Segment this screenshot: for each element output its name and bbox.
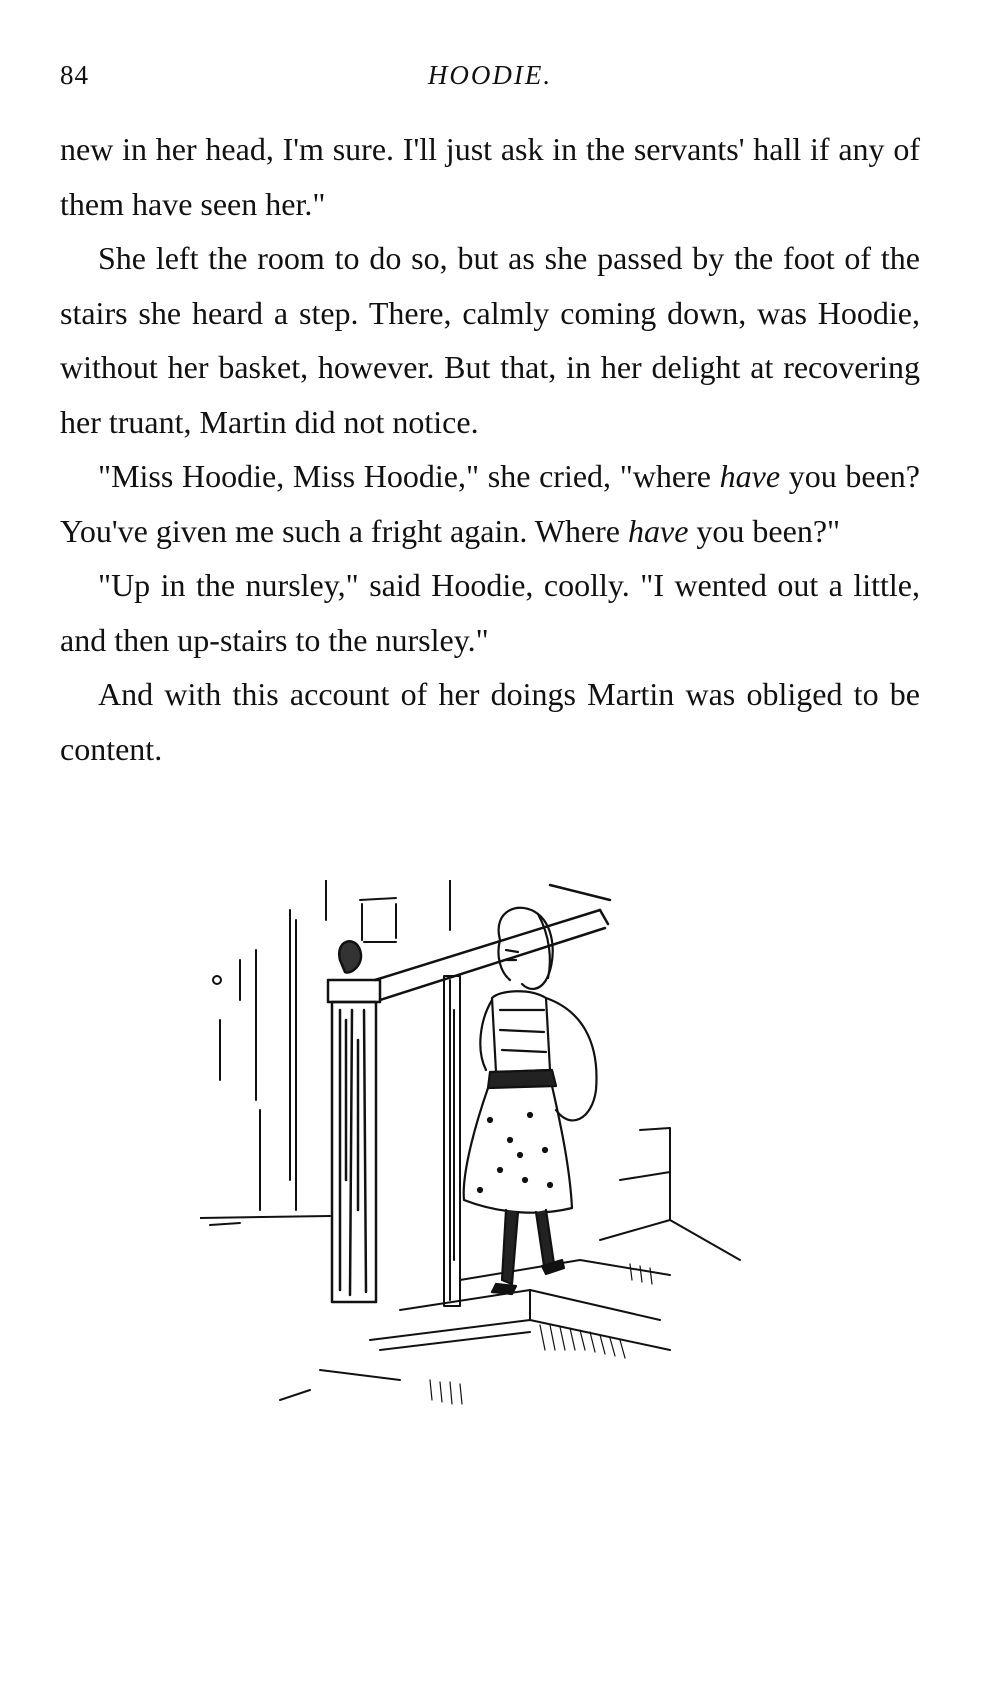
paragraph-3-part-a: "Miss Hoodie, Miss Hoodie," she cried, "where [98, 458, 720, 494]
running-title: HOODIE. [427, 60, 553, 90]
paragraph-5: And with this account of her doings Martin was obliged to be content. [60, 676, 920, 767]
paragraph-3-part-e: you been?" [688, 512, 841, 549]
paragraph-2: She left the room to do so, but as she passed by the foot of the stairs she heard a step. There, calmly coming down, was Hoodie, without her basket, however. But that, in her delight at recovering her truant, Martin did not notice. [60, 240, 920, 440]
body-text [60, 122, 920, 776]
girl-on-staircase-engraving-icon [200, 880, 760, 1440]
wall-sketch-lines [200, 880, 450, 1225]
page-number: 84 [60, 60, 89, 90]
girl-on-staircase-illustration [200, 880, 760, 1440]
paragraph-1: new in her head, I'm sure. I'll just ask in the servants' hall if any of them have seen her." [60, 131, 920, 222]
newel-post [328, 941, 380, 1302]
paragraph-3 [60, 449, 920, 558]
paragraph-4: "Up in the nursley," said Hoodie, coolly. "I wented out a little, and then up-stairs to the nursley." [60, 567, 920, 658]
paragraph-3-emphasis-1: have [719, 458, 781, 494]
paragraph-3-emphasis-2: have [628, 512, 689, 549]
step-hatching [430, 1264, 652, 1404]
baluster [444, 976, 460, 1306]
handrail [375, 885, 610, 1000]
paragraph-3-part-c: you been? You've given me such a fright again. Where [60, 458, 921, 549]
running-head [60, 60, 920, 100]
